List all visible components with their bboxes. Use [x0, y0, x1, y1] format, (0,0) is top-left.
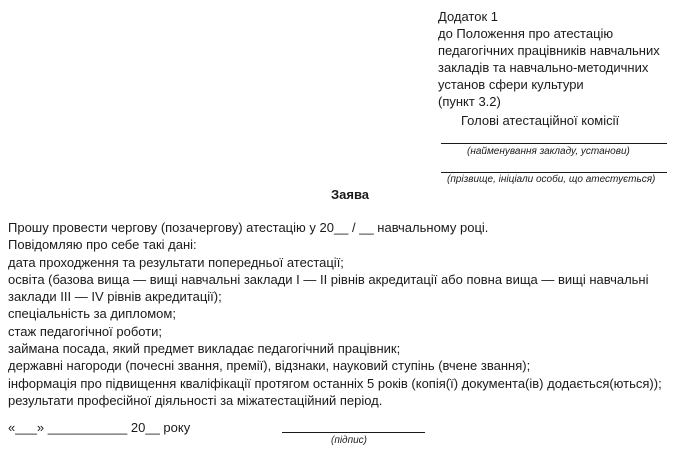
body-line-4: освіта (базова вища — вищі навчальні заклади І — ІІ рівнів акредитації або повна вища — вищі навчальні	[8, 271, 649, 287]
body-line-2: Повідомляю про себе такі дані:	[8, 237, 197, 253]
institution-blank-line	[441, 143, 667, 144]
institution-caption: (найменування закладу, установи)	[467, 146, 630, 157]
person-blank-line	[441, 172, 667, 173]
date-line: «___» ___________ 20__ року	[8, 420, 191, 435]
person-caption: (прізвище, ініціали особи, що атестується)	[447, 174, 656, 185]
document-title: Заява	[330, 187, 369, 202]
annex-line-1: Додаток 1	[438, 9, 498, 24]
application-body	[8, 219, 698, 409]
annex-line-6: (пункт 3.2)	[438, 94, 501, 109]
body-line-8: займана посада, який предмет викладає педагогічний працівник;	[8, 341, 401, 357]
body-line-9: державні нагороди (почесні звання, премії), відзнаки, науковий ступінь (вчене звання);	[8, 358, 531, 374]
body-line-5: заклади ІІІ — ІV рівнів акредитації);	[8, 289, 222, 305]
body-line-10: інформація про підвищення кваліфікації протягом останніх 5 років (копія(ї) документа(ів) додається(ються));	[8, 375, 662, 391]
body-line-3: дата проходження та результати попередньої атестації;	[8, 254, 344, 270]
annex-line-5: установ сфери культури	[438, 77, 584, 92]
body-line-7: стаж педагогічної роботи;	[8, 323, 163, 339]
body-line-11: результати професійної діяльності за міжатестаційний період.	[8, 392, 383, 408]
body-line-6: спеціальність за дипломом;	[8, 306, 176, 322]
annex-line-2: до Положення про атестацію	[438, 26, 614, 41]
signature-caption: (підпис)	[331, 435, 367, 446]
body-line-1: Прошу провести чергову (позачергову) атестацію у 20__ / __ навчальному році.	[8, 220, 489, 235]
annex-line-3: педагогічних працівників навчальних	[438, 43, 660, 58]
annex-line-4: закладів та навчально-методичних	[438, 60, 649, 75]
signature-blank-line	[282, 432, 425, 433]
addressee-heading: Голові атестаційної комісії	[461, 113, 620, 128]
annex-block	[438, 8, 660, 110]
